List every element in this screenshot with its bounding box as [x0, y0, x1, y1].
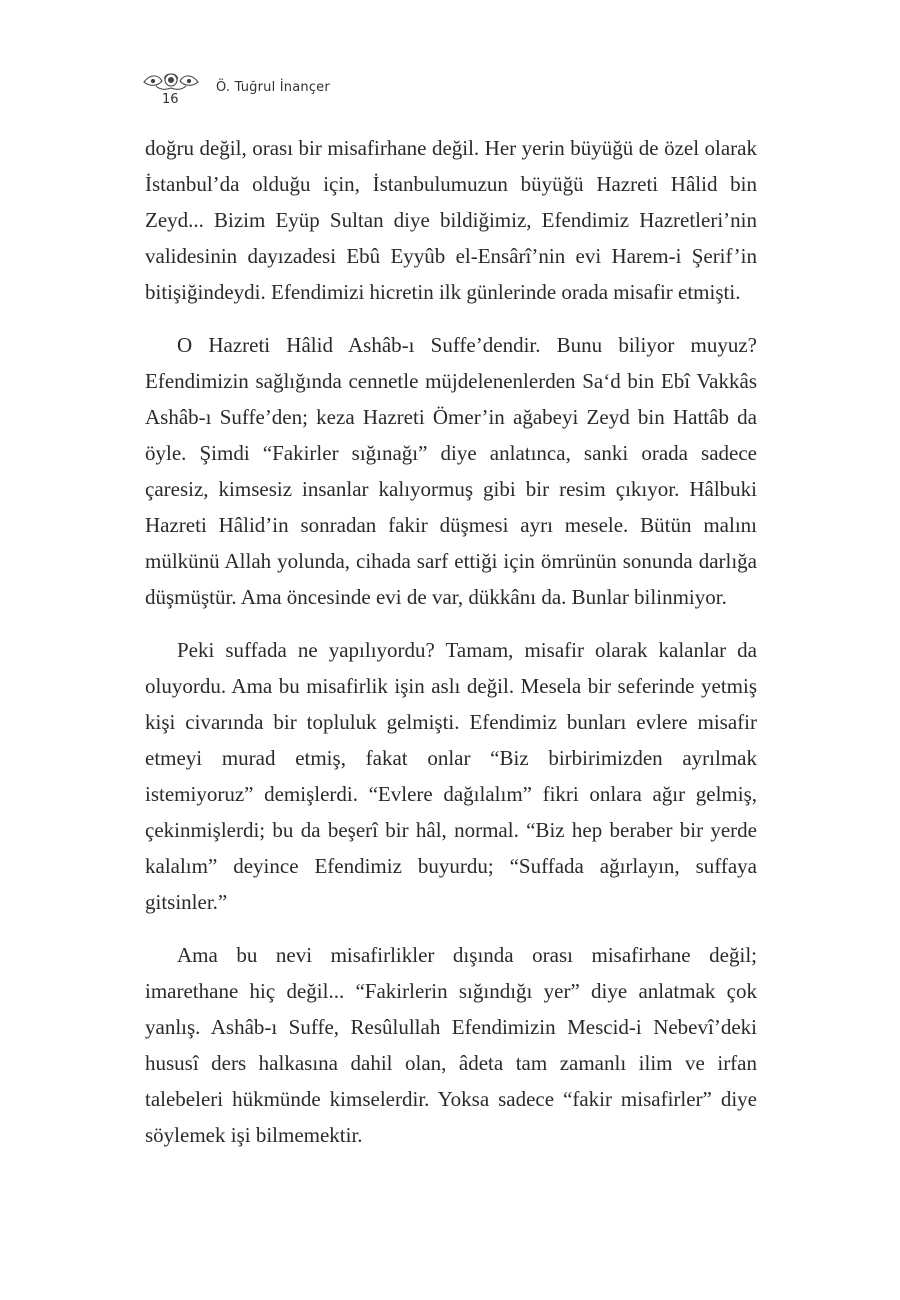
paragraph: doğru değil, orası bir misafirhane değil. Her yerin büyüğü de özel olarak İstanbul’da olduğu için, İstanbulumuzun büyüğü Hazreti Hâlid bin Zeyd... Bizim Eyüp Sultan diye bildiğimiz, Efendimiz Hazretleri’nin validesinin dayızadesi Ebû Eyyûb el-Ensârî’nin evi Harem-i Şerif’in bitişiğindeydi. Efendimizi hicretin ilk günlerinde orada misafir etmişti.	[145, 136, 757, 304]
paragraph: Peki suffada ne yapılıyordu? Tamam, misafir olarak kalanlar da oluyordu. Ama bu misafirlik işin aslı değil. Mesela bir seferinde yetmiş kişi civarında bir topluluk gelmişti. Efendimiz bunları evlere misafir etmeyi murad etmiş, fakat onlar “Biz birbirimizden ayrılmak istemiyoruz” demişlerdi. “Evlere dağılalım” fikri onlara ağır gelmiş, çekinmişlerdi; bu da beşerî bir hâl, normal. “Biz hep beraber bir yerde kalalım” deyince Efendimiz buyurdu; “Suffada ağırlayın, suffaya gitsinler.”	[145, 638, 757, 914]
paragraph: Ama bu nevi misafirlikler dışında orası misafirhane değil; imarethane hiç değil... “Fakirlerin sığındığı yer” diye anlatmak çok yanlış. Ashâb-ı Suffe, Resûlullah Efendimizin Mescid-i Nebevî’deki hususî ders halkasına dahil olan, âdeta tam zamanlı ilim ve irfan talebeleri hükmünde kimselerdir. Yoksa sadece “fakir misafirler” diye söylemek işi bilmemektir.	[145, 943, 757, 1147]
page-header	[140, 68, 400, 112]
body-text	[145, 130, 757, 1170]
running-header-author: Ö. Tuğrul İnançer	[216, 80, 330, 95]
paragraph: O Hazreti Hâlid Ashâb-ı Suffe’dendir. Bunu biliyor muyuz? Efendimizin sağlığında cennetle müjdelenenlerden Sa‘d bin Ebî Vakkâs Ashâb-ı Suffe’den; keza Hazreti Ömer’in ağabeyi Zeyd bin Hattâb da öyle. Şimdi “Fakirler sığınağı” diye anlatınca, sanki orada sadece çaresiz, kimsesiz insanlar kalıyormuş gibi bir resim çıkıyor. Hâlbuki Hazreti Hâlid’in sonradan fakir düşmesi ayrı mesele. Bütün malını mülkünü Allah yolunda, cihada sarf ettiği için ömrünün sonunda darlığa düşmüştür. Ama öncesinde evi de var, dükkânı da. Bunlar bilinmiyor.	[145, 333, 757, 609]
page-number: 16	[162, 92, 179, 107]
